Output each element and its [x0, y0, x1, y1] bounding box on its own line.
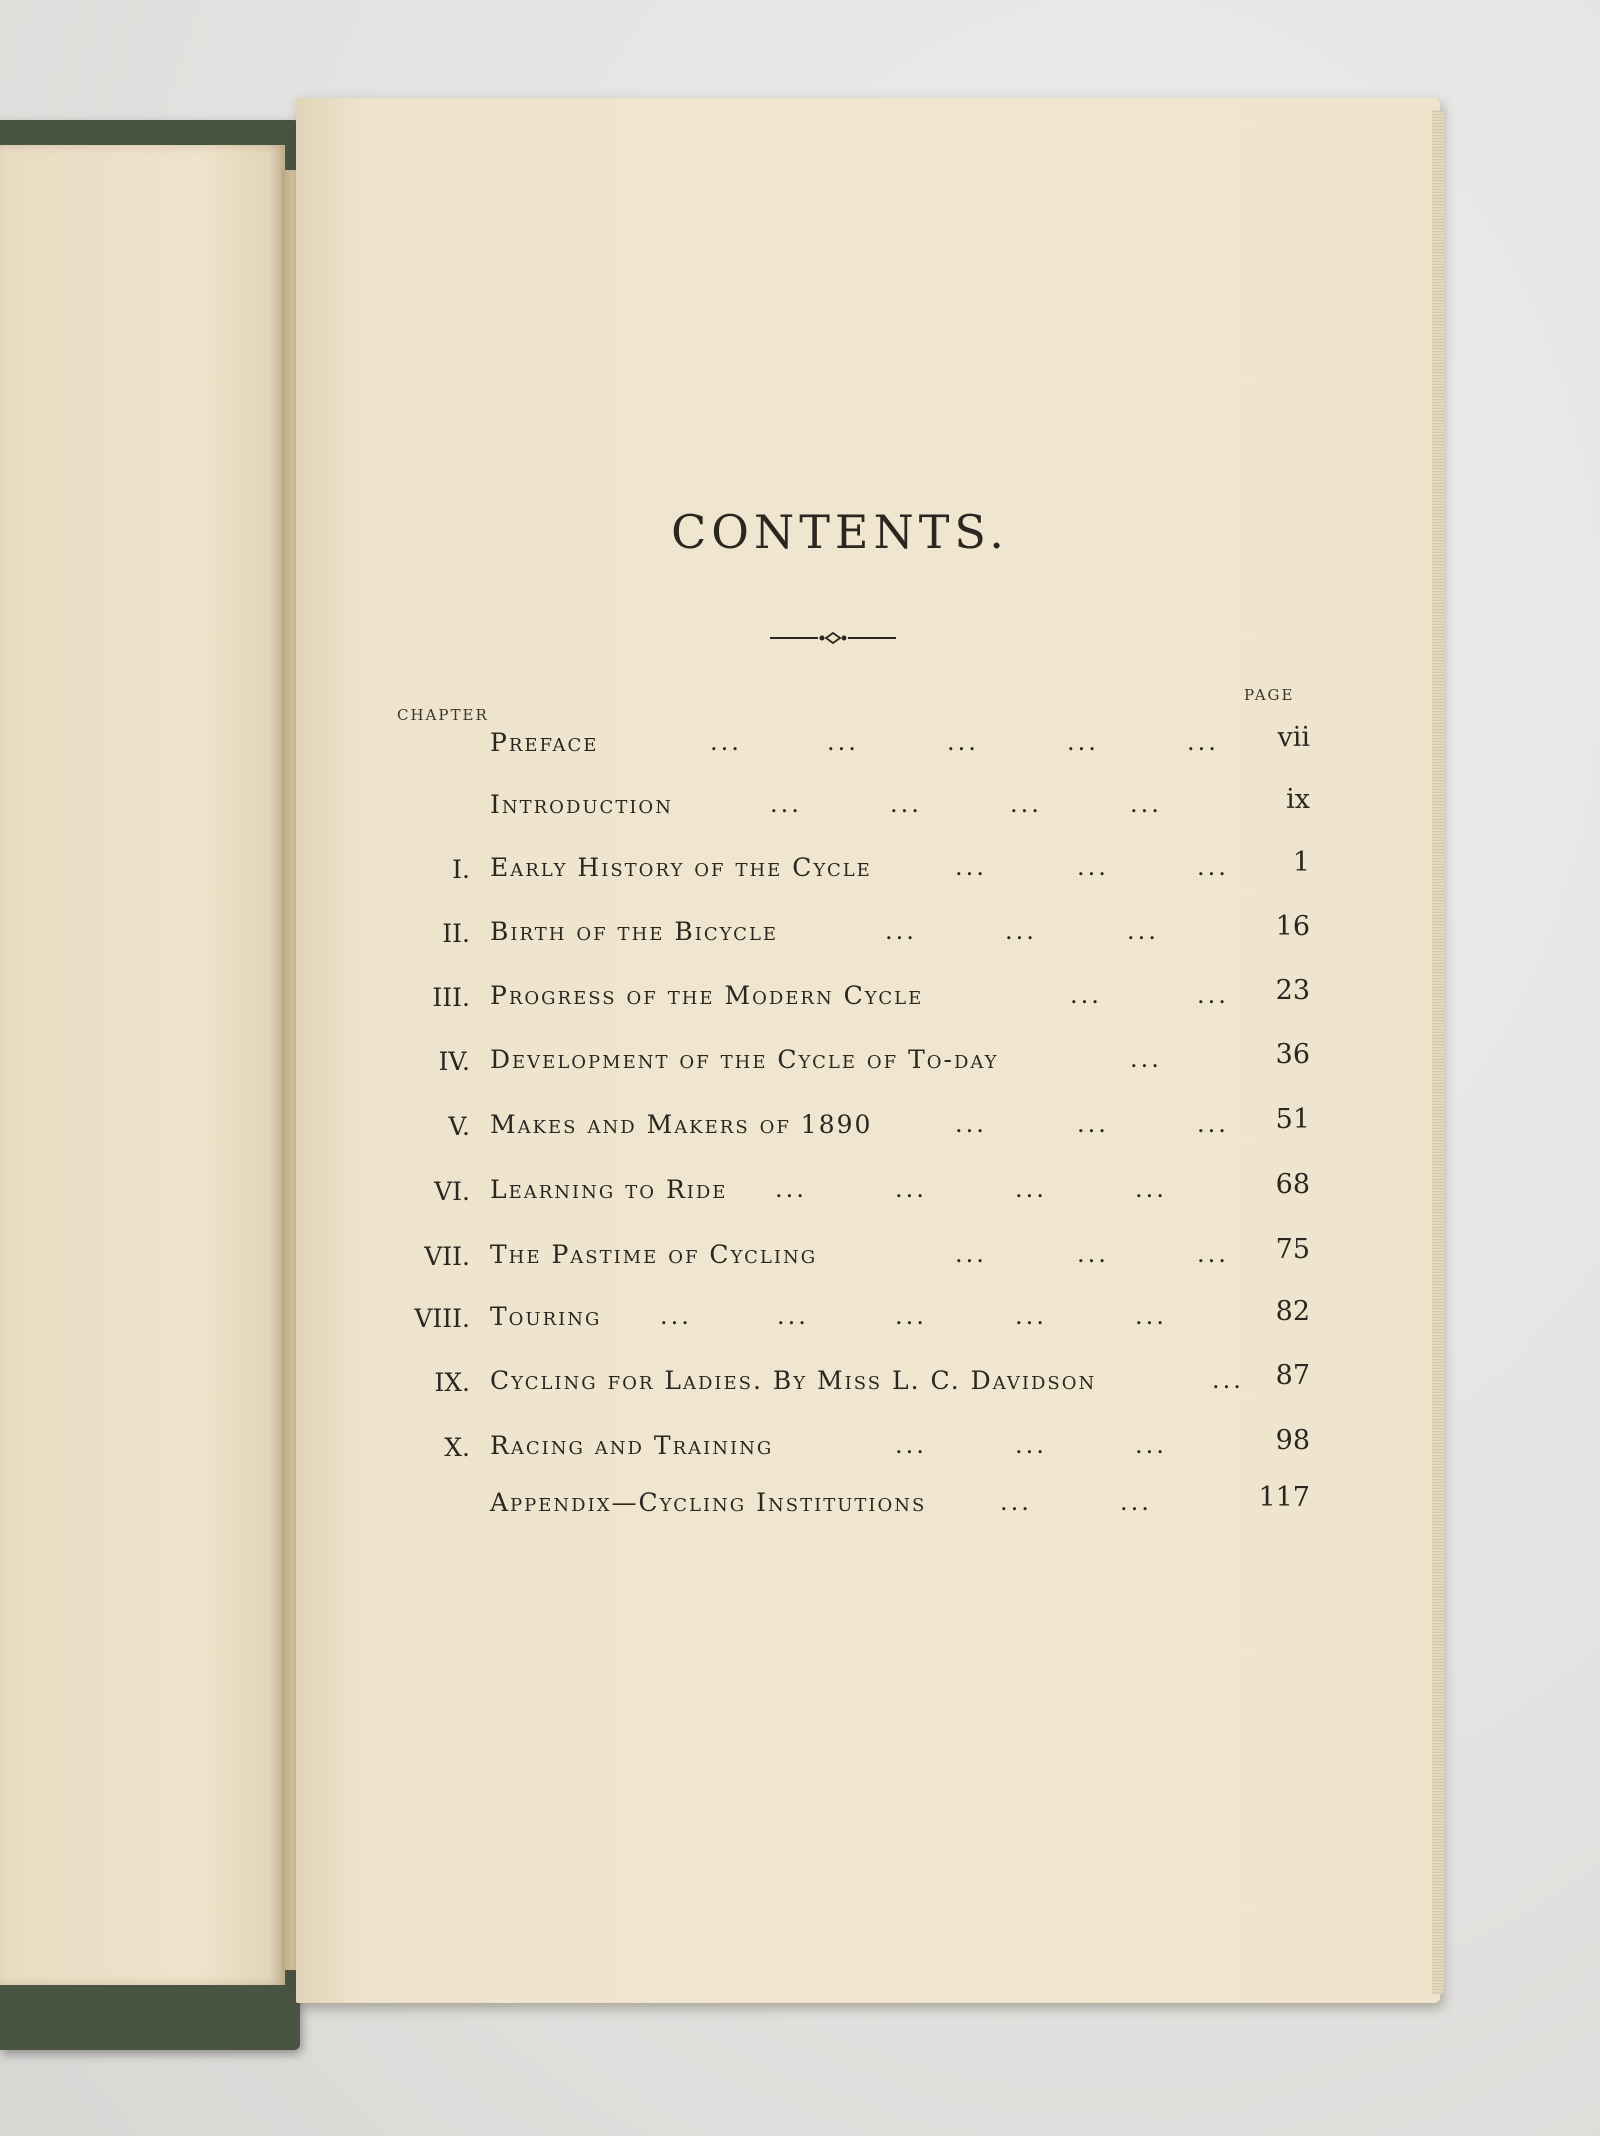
leader-dots: ...: [1135, 1431, 1167, 1459]
chapter-title: Learning to Ride: [490, 1175, 728, 1204]
leader-dots: ...: [1000, 1488, 1032, 1516]
leader-dots: ...: [1197, 853, 1229, 881]
leader-dots: ...: [955, 853, 987, 881]
toc-row: [390, 1360, 1310, 1410]
page-number: 23: [1275, 975, 1310, 1006]
leader-dots: ...: [955, 1110, 987, 1138]
chapter-title: Introduction: [490, 790, 673, 819]
leader-dots: ...: [1212, 1366, 1244, 1394]
toc-row: [390, 1482, 1310, 1532]
leader-dots: ...: [1197, 1240, 1229, 1268]
chapter-title: Birth of the Bicycle: [490, 917, 779, 946]
chapter-number: IV.: [438, 1047, 470, 1076]
chapter-title: Progress of the Modern Cycle: [490, 981, 924, 1010]
chapter-number: X.: [444, 1433, 470, 1462]
leader-dots: ...: [1015, 1302, 1047, 1330]
leader-dots: ...: [770, 790, 802, 818]
left-page: [0, 145, 285, 1985]
toc-row: [390, 1104, 1310, 1154]
page-number: 98: [1275, 1425, 1310, 1456]
chapter-title: Touring: [490, 1302, 602, 1331]
chapter-column-heading: CHAPTER: [397, 706, 489, 724]
page-number: 68: [1275, 1169, 1310, 1200]
page-number: 87: [1275, 1360, 1310, 1391]
page-number: 1: [1292, 847, 1310, 878]
leader-dots: ...: [1130, 1045, 1162, 1073]
leader-dots: ...: [775, 1175, 807, 1203]
page-number: 51: [1275, 1104, 1310, 1135]
leader-dots: ...: [1127, 917, 1159, 945]
leader-dots: ...: [947, 728, 979, 756]
toc-row: [390, 1039, 1310, 1089]
leader-dots: ...: [1070, 981, 1102, 1009]
page-number: 16: [1275, 911, 1310, 942]
chapter-number: VIII.: [414, 1304, 470, 1333]
page-number: 36: [1275, 1039, 1310, 1070]
toc-row: [390, 1234, 1310, 1284]
chapter-title: Early History of the Cycle: [490, 853, 872, 882]
leader-dots: ...: [895, 1302, 927, 1330]
chapter-number: IX.: [434, 1368, 470, 1397]
page-column-heading: PAGE: [1244, 686, 1295, 704]
chapter-title: Development of the Cycle of To-day: [490, 1045, 999, 1074]
leader-dots: ...: [955, 1240, 987, 1268]
leader-dots: ...: [1130, 790, 1162, 818]
chapter-number: VII.: [424, 1242, 470, 1271]
leader-dots: ...: [890, 790, 922, 818]
leader-dots: ...: [1067, 728, 1099, 756]
chapter-number: VI.: [434, 1177, 470, 1206]
toc-row: [390, 1425, 1310, 1475]
chapter-number: III.: [432, 983, 470, 1012]
chapter-number: II.: [442, 919, 470, 948]
leader-dots: ...: [1010, 790, 1042, 818]
leader-dots: ...: [1135, 1175, 1167, 1203]
chapter-number: I.: [452, 855, 470, 884]
toc-row: [390, 911, 1310, 961]
leader-dots: ...: [1197, 1110, 1229, 1138]
leader-dots: ...: [1015, 1175, 1047, 1203]
leader-dots: ...: [1187, 728, 1219, 756]
leader-dots: ...: [1077, 853, 1109, 881]
leader-dots: ...: [710, 728, 742, 756]
chapter-title: Makes and Makers of 1890: [490, 1110, 873, 1139]
contents-title: CONTENTS.: [671, 505, 1009, 559]
leader-dots: ...: [895, 1431, 927, 1459]
chapter-title: Appendix—Cycling Institutions: [490, 1488, 927, 1517]
chapter-title: Preface: [490, 728, 599, 757]
page-number: 117: [1258, 1482, 1310, 1513]
toc-row: [390, 1169, 1310, 1219]
ornament-divider-icon: [770, 630, 896, 646]
chapter-title: Cycling for Ladies. By Miss L. C. Davidson: [490, 1366, 1097, 1395]
leader-dots: ...: [1120, 1488, 1152, 1516]
chapter-title: The Pastime of Cycling: [490, 1240, 818, 1269]
toc-row: [390, 975, 1310, 1025]
chapter-title: Racing and Training: [490, 1431, 774, 1460]
leader-dots: ...: [827, 728, 859, 756]
toc-row: [390, 1296, 1310, 1346]
leader-dots: ...: [1077, 1110, 1109, 1138]
leader-dots: ...: [1015, 1431, 1047, 1459]
toc-row: [390, 784, 1310, 834]
leader-dots: ...: [660, 1302, 692, 1330]
leader-dots: ...: [1005, 917, 1037, 945]
leader-dots: ...: [1197, 981, 1229, 1009]
page-number: ix: [1286, 784, 1310, 815]
toc-row: [390, 722, 1310, 772]
page-number: 82: [1275, 1296, 1310, 1327]
leader-dots: ...: [777, 1302, 809, 1330]
leader-dots: ...: [1077, 1240, 1109, 1268]
chapter-number: V.: [448, 1112, 470, 1141]
page-number: 75: [1275, 1234, 1310, 1265]
page-number: vii: [1277, 722, 1310, 753]
page-edge: [1432, 110, 1444, 1995]
leader-dots: ...: [895, 1175, 927, 1203]
leader-dots: ...: [1135, 1302, 1167, 1330]
leader-dots: ...: [885, 917, 917, 945]
toc-row: [390, 847, 1310, 897]
